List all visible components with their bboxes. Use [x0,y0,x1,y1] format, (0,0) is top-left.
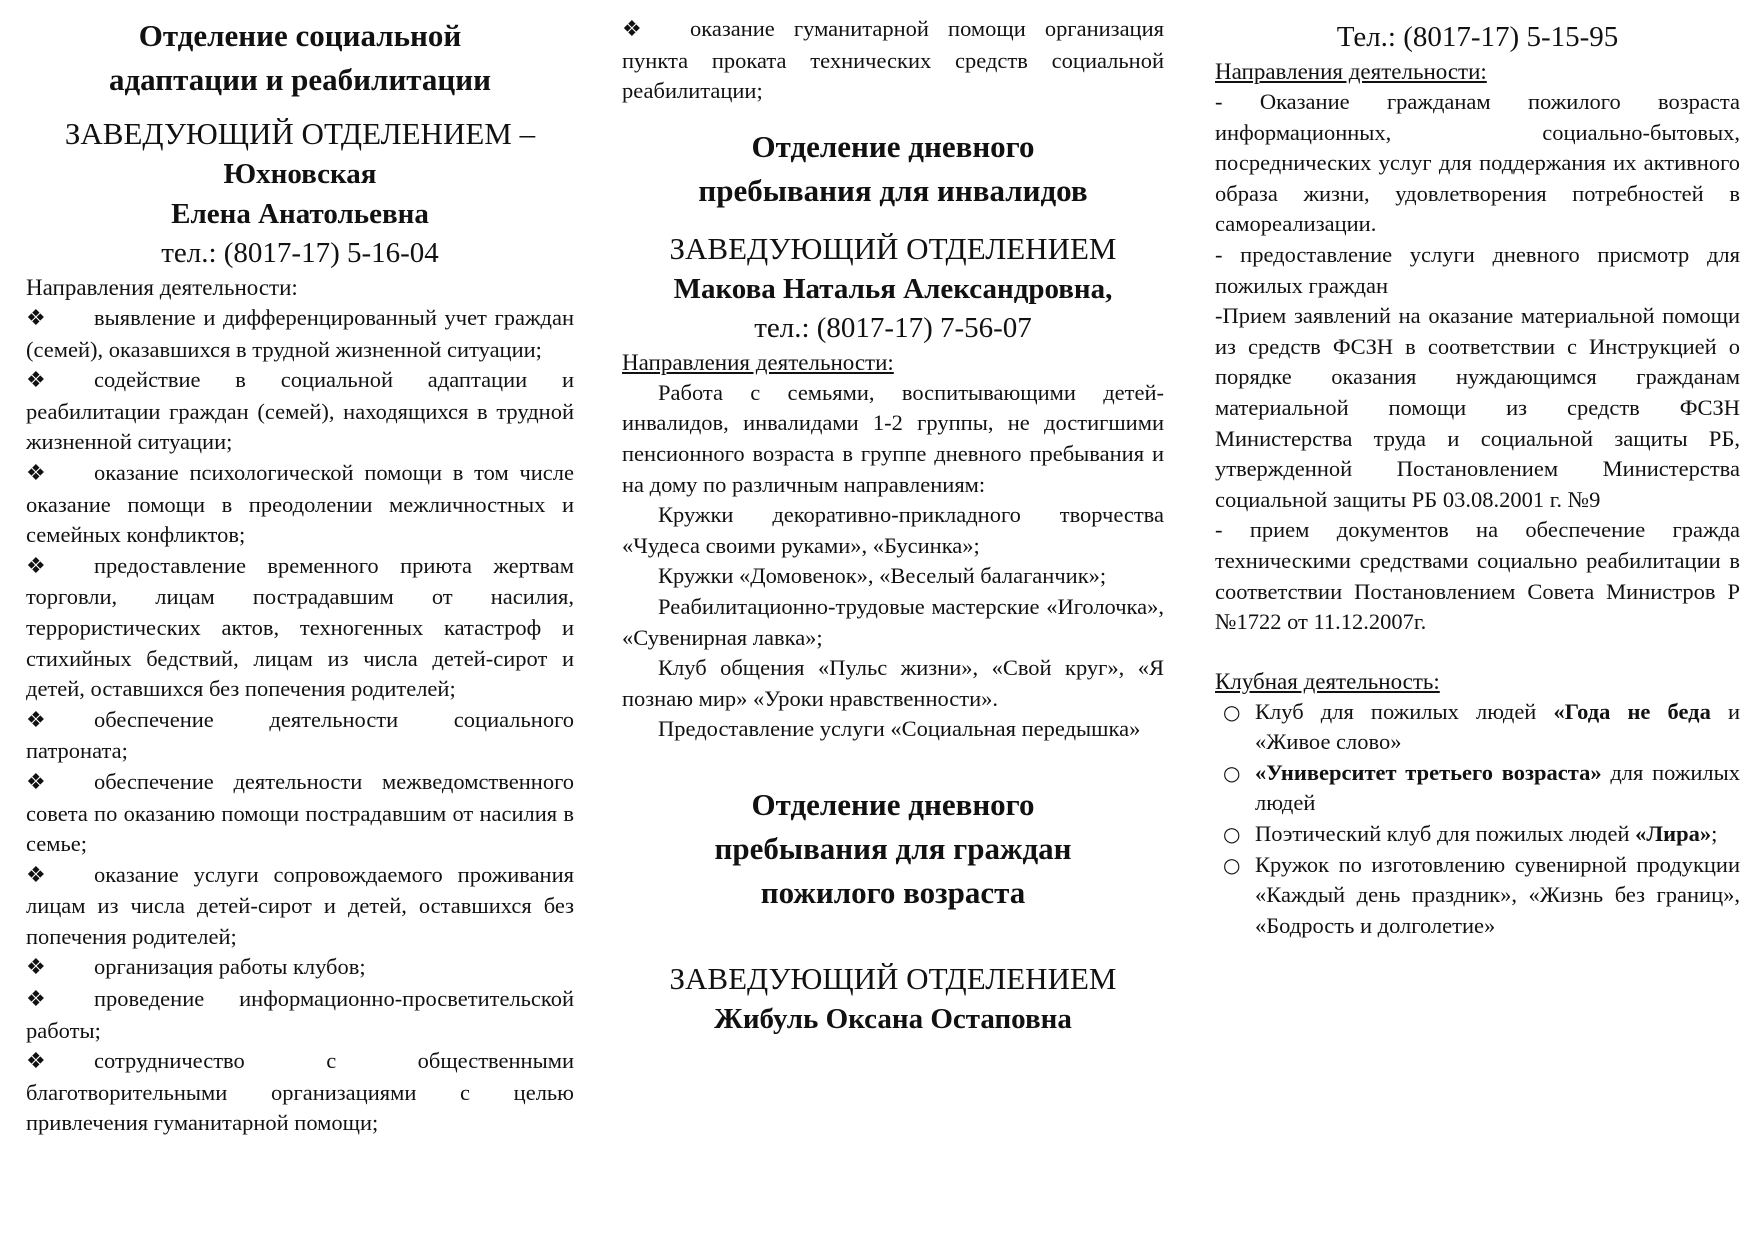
activity-paragraph: -Прием заявлений на оказание материальной помощи из средств ФСЗН в соответствии с Инструкцией о порядке оказания нуждающимся гражданам материальной помощи из средств ФСЗН Министерства труда и социальной защиты РБ, утвержденной Постановлением Министерства социальной защиты РБ 03.08.2001 г. №9 [1215,303,1740,512]
dept-title-line2: пребывания для инвалидов [698,172,1088,208]
list-item: ❖ предоставление временного приюта жертвам торговли, лицам пострадавшим от насилия, террористических актов, техногенных катастроф и стихийных бедствий, лицам из числа детей-сирот и детей, оставшихся без попечения родителей; [26,552,574,702]
list-item: ❖ проведение информационно-просветительской работы; [26,986,574,1043]
column-elderly-daycare [1215,0,1740,941]
head-label: ЗАВЕДУЮЩИЙ ОТДЕЛЕНИЕМ – [64,116,536,151]
list-item: ○ Кружок по изготовлению сувенирной продукции «Каждый день праздник», «Жизнь без границ», «Бодрость и долголетие» [1223,851,1740,938]
dept-title-line2: адаптации и реабилитации [109,62,491,97]
activity-paragraph: Кружки декоративно-прикладного творчества «Чудеса своими руками», «Бусинка»; [622,502,1164,558]
activity-paragraph: Кружки «Домовенок», «Веселый балаганчик»; [658,563,1107,589]
club-list [1215,697,1740,942]
dept2-title-line1: Отделение дневного [751,786,1035,822]
dept-title-line1: Отделение социальной [138,18,462,53]
diamond-bullet-icon: ❖ [26,460,46,486]
head-label: ЗАВЕДУЮЩИЙ ОТДЕЛЕНИЕМ [669,230,1117,266]
dept-phone: тел.: (8017-17) 5-16-04 [161,237,439,269]
head-given-name: Елена Анатольевна [171,198,429,230]
list-item: ❖ обеспечение деятельности межведомственного совета по оказанию помощи пострадавшим от насилия в семье; [26,768,574,857]
list-item: ❖ оказание гуманитарной помощи организация пункта проката технических средств социальной реабилитации; [622,16,1164,104]
list-item: ❖ выявление и дифференцированный учет граждан (семей), оказавшихся в трудной жизненной ситуации; [26,305,574,362]
circle-bullet-icon: ○ [1223,699,1241,724]
activity-paragraph: - предоставление услуги дневного присмотр для пожилых граждан [1215,241,1740,298]
dept2-title-line2: пребывания для граждан [714,830,1072,866]
dept-title-line1: Отделение дневного [751,128,1035,164]
list-item: ○ Клуб для пожилых людей «Года не беда и «Живое слово» [1223,698,1741,755]
circle-bullet-icon: ○ [1223,822,1241,847]
list-item: ○ «Университет третьего возраста» для пожилых людей [1223,759,1741,816]
diamond-bullet-icon: ❖ [26,769,46,795]
circle-bullet-icon: ○ [1223,852,1241,877]
head2-label: ЗАВЕДУЮЩИЙ ОТДЕЛЕНИЕМ [669,960,1117,996]
diamond-bullet-icon: ❖ [26,306,46,331]
activity-paragraph: - прием документов на обеспечение гражда техническими средствами социально реабилитации в соответствии Постановлением Совета Министров Р №1722 от 11.12.2007г. [1215,517,1740,635]
circle-bullet-icon: ○ [1223,760,1241,785]
head2-name: Жибуль Оксана Остаповна [714,1002,1072,1035]
column-disabled-daycare [622,0,1164,1039]
list-item: ❖ организация работы клубов; [26,952,574,984]
head-name: Макова Наталья Александровна, [673,272,1113,305]
diamond-bullet-icon: ❖ [26,862,46,888]
club-section-label: Клубная деятельность: [1215,668,1440,694]
diamond-bullet-icon: ❖ [26,955,46,981]
section-label: Направления деятельности: [622,349,894,375]
activity-paragraph: Предоставление услуги «Социальная передышка» [658,716,1141,742]
list-item: ❖ содействие в социальной адаптации и реабилитации граждан (семей), находящихся в трудной жизненной ситуации; [26,367,574,455]
dept2-title-line3: пожилого возраста [760,874,1026,910]
diamond-bullet-icon: ❖ [622,17,642,42]
head-surname: Юхновская [223,158,377,190]
dept-phone: Тел.: (8017-17) 5-15-95 [1336,21,1619,53]
diamond-bullet-icon: ❖ [26,1049,46,1075]
diamond-bullet-icon: ❖ [26,368,46,394]
diamond-bullet-icon: ❖ [26,553,46,579]
diamond-bullet-icon: ❖ [26,707,46,733]
activity-paragraph: Реабилитационно-трудовые мастерские «Иголочка», «Сувенирная лавка»; [622,593,1164,650]
activity-paragraph: Работа с семьями, воспитывающими детей-инвалидов, инвалидами 1-2 группы, не достигшими пенсионного возраста в группе дневного пребывания и на дому по различным направлениям: [622,379,1164,497]
activity-paragraph: Клуб общения «Пульс жизни», «Свой круг», «Я познаю мир» «Уроки нравственности». [622,655,1164,711]
column-social-adaptation [26,0,574,1139]
section-label: Направления деятельности: [1215,59,1487,84]
activity-list [26,303,574,1139]
list-item: ❖ обеспечение деятельности социального патроната; [26,706,574,764]
list-item: ❖ оказание услуги сопровождаемого проживания лицам из числа детей-сирот и детей, оставшихся без попечения родителей; [26,861,574,949]
section-label: Направления деятельности: [26,275,298,300]
list-item: ❖ сотрудничество с общественными благотворительными организациями с целью привлечения гуманитарной помощи; [26,1048,574,1136]
activity-paragraph: - Оказание гражданам пожилого возраста информационных, социально-бытовых, посреднических услуг для поддержания их активного образа жизни, удовлетворения потребностей в самореализации. [1215,89,1740,237]
list-item: ○ Поэтический клуб для пожилых людей «Лира»; [1255,819,1740,850]
continued-activity-list [622,14,1164,107]
list-item: ❖ оказание психологической помощи в том числе оказание помощи в преодолении межличностных и семейных конфликтов; [26,459,574,548]
diamond-bullet-icon: ❖ [26,987,46,1013]
dept-phone: тел.: (8017-17) 7-56-07 [754,311,1032,344]
